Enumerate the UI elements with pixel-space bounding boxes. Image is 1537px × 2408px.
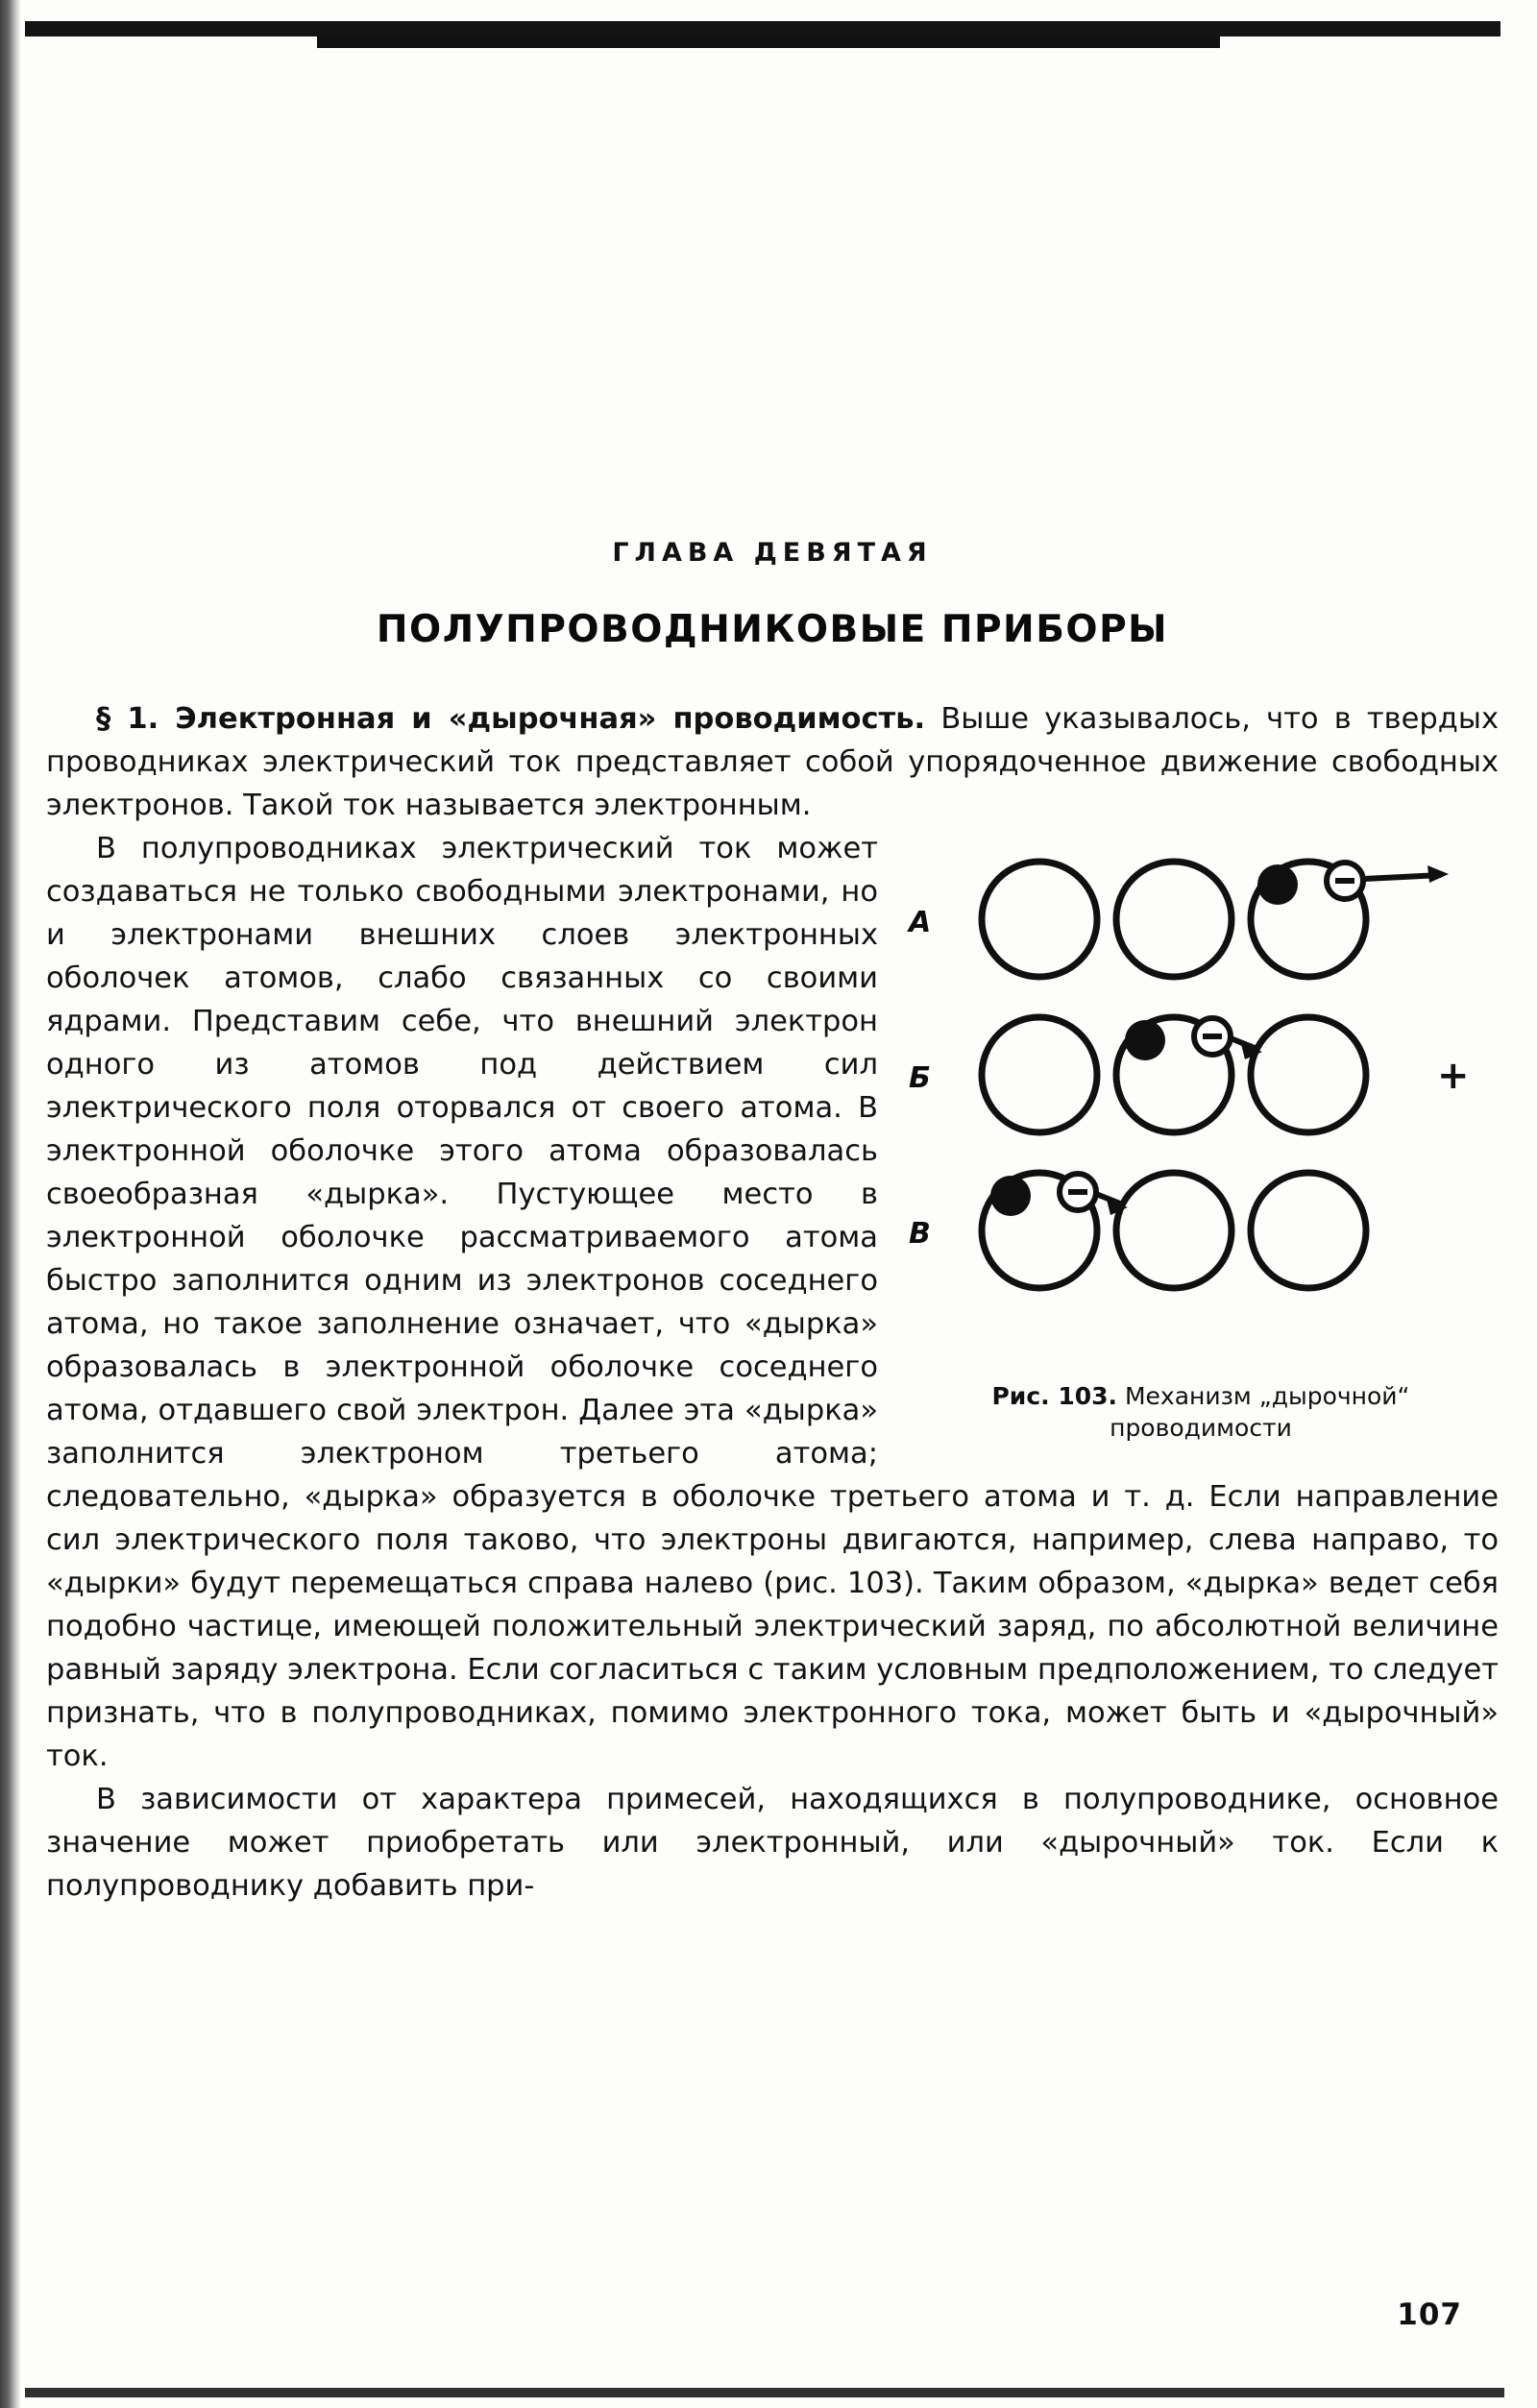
- chapter-title: ПОЛУПРОВОДНИКОВЫЕ ПРИБОРЫ: [376, 608, 1169, 651]
- paragraph-3: В зависимости от характера примесей, находящихся в полупроводнике, основное значение может приобретать или электронный, или «дырочный» ток. Если к полупроводнику добавить при-: [46, 1783, 1499, 1903]
- field-polarity-plus: +: [1437, 1054, 1470, 1098]
- paragraph-section-opening: [46, 697, 1499, 827]
- figure-number: Рис. 103.: [991, 1382, 1118, 1410]
- section-heading: § 1. Электронная и «дырочная» проводимость.: [96, 702, 926, 736]
- figure-caption-line2: проводимости: [1110, 1414, 1292, 1442]
- figure-caption: [903, 1380, 1499, 1444]
- figure-row-label-a: А: [909, 906, 932, 939]
- figure-text-wrap-region: [46, 827, 1499, 1778]
- page-number: 107: [1397, 2298, 1462, 2332]
- scan-bar-bottom-artifact: [25, 2388, 1504, 2397]
- paragraph-1-body: Выше указывалось, что в твердых проводниках электрический ток представляет собой упорядоченное движение свободных электронов. Такой ток называется электронным.: [46, 702, 1500, 822]
- figure-103: [903, 835, 1499, 1444]
- hole-conduction-diagram-svg: [903, 835, 1499, 1373]
- scan-bar-top-secondary-artifact: [317, 36, 1220, 48]
- figure-row-label-b: Б: [909, 1061, 931, 1095]
- scan-edge-artifact: [0, 0, 21, 2408]
- figure-103-canvas: [903, 835, 1499, 1373]
- paragraph-2: В полупроводниках электрический ток может создаваться не только свободными электронами, но и электронами внешних слоев электронных оболочек атомов, слабо связанных со своими ядрами. Представим себе, что внешний электрон одного из атомов под действием сил электрического поля оторвался от своего атома. В электронной оболочке этого атома образовалась своеобразная «дырка». Пустующее место в электронной оболочке рассматриваемого атома быстро заполнится одним из электронов соседнего атома, но такое заполнение означает, что «дырка» образовалась в электронной оболочке соседнего атома, отдавшего свой электрон. Далее эта «дырка» заполнится электроном третьего атома; следовательно, «дырка» образуется в оболочке третьего атома и т. д. Если направление сил электрического поля таково, что электроны двигаются, например, слева направо, то «дырки» будут перемещаться справа налево (рис. 103). Таким образом, «дырка» ведет себя подобно частице, имеющей положительный электрический заряд, по абсолютной величине равный заряду электрона. Если согласиться с таким условным предположением, то следует признать, что в полупроводниках, помимо электронного тока, может быть и «дырочный» ток.: [46, 832, 1499, 1773]
- scan-bar-top-artifact: [25, 21, 1500, 36]
- page-content: [46, 538, 1499, 1908]
- chapter-label: ГЛАВА ДЕВЯТАЯ: [612, 538, 933, 568]
- figure-row-label-v: В: [909, 1217, 931, 1251]
- figure-caption-line1: Механизм „дырочной“: [1117, 1382, 1410, 1410]
